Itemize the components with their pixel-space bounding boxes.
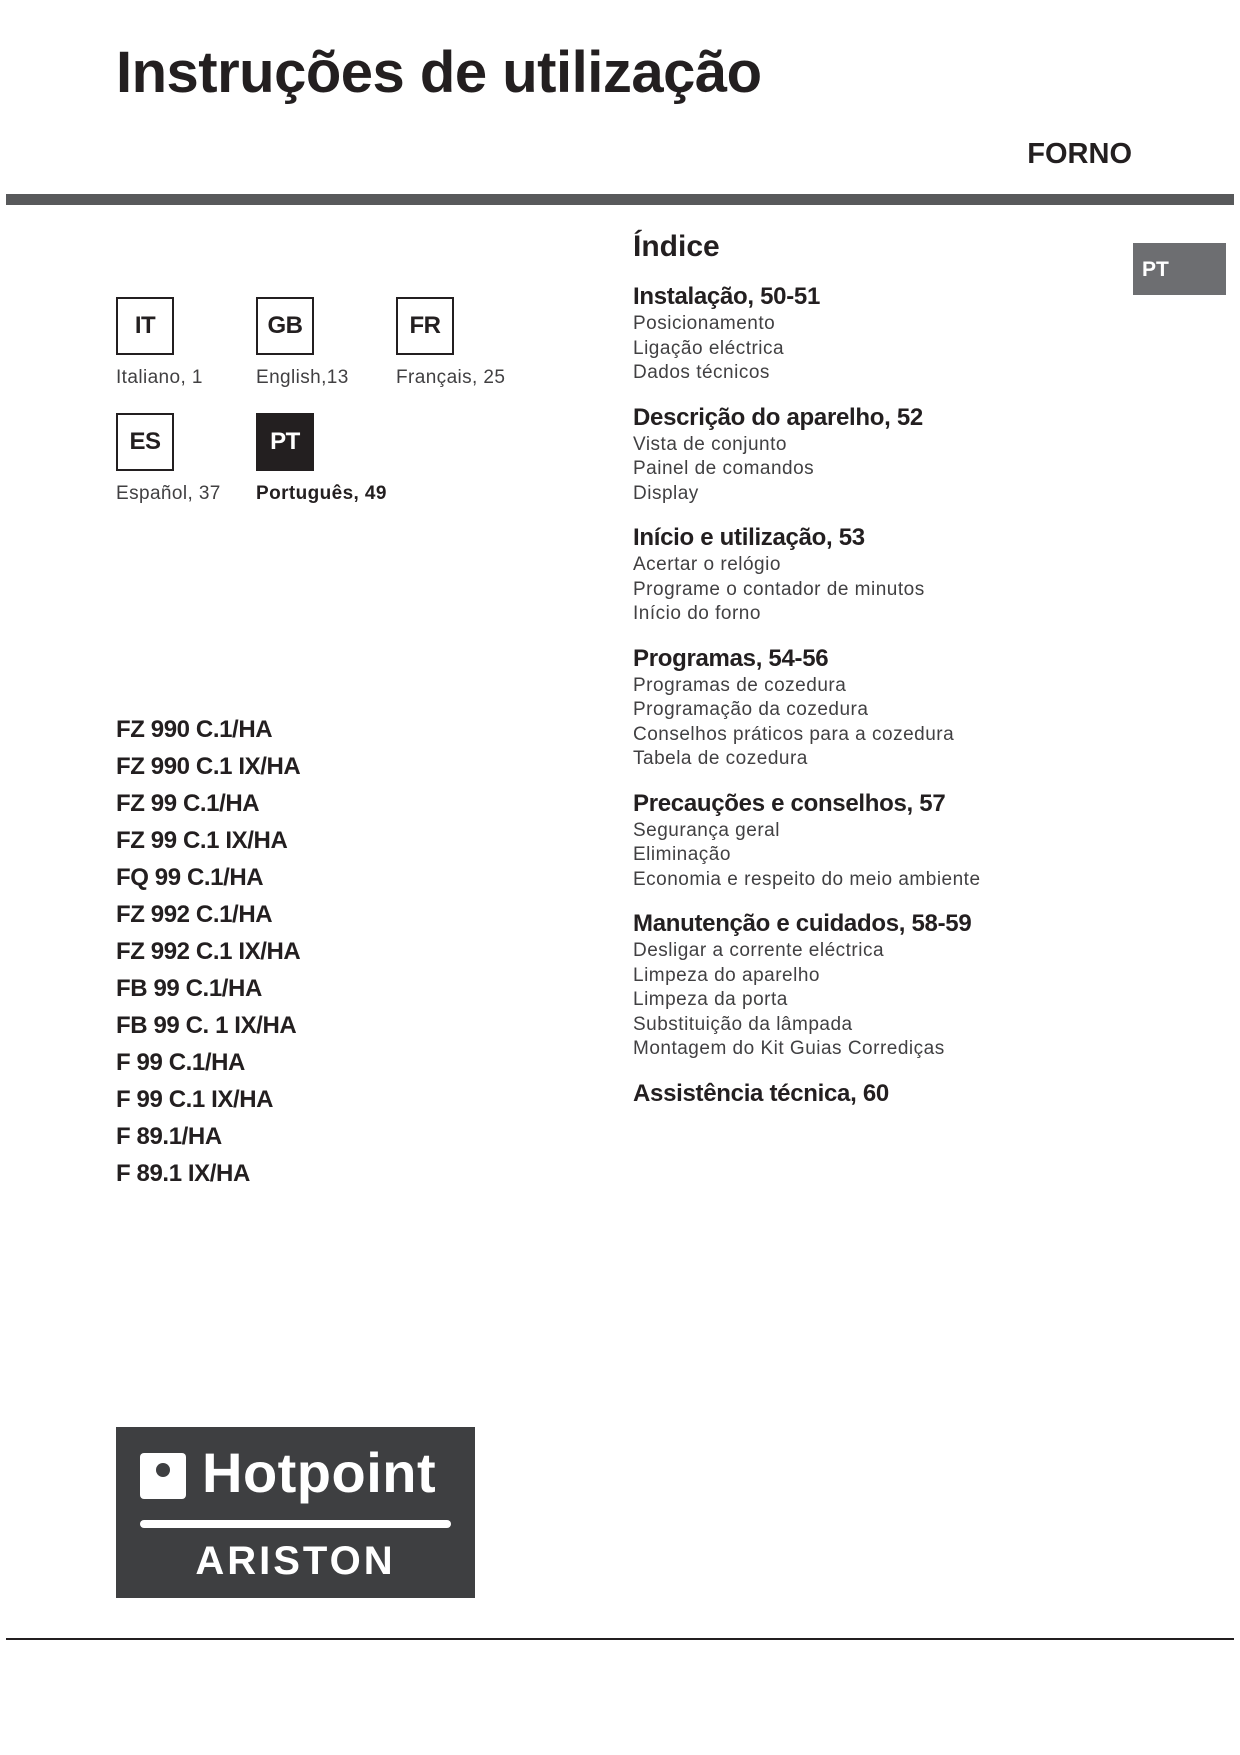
language-code-box: IT	[116, 297, 174, 355]
toc-item: Início do forno	[633, 603, 761, 624]
toc-item: Display	[633, 482, 699, 504]
toc-item: Limpeza do aparelho	[633, 964, 820, 986]
table-of-contents	[633, 232, 1113, 1126]
product-type: FORNO	[1027, 138, 1132, 170]
hotpoint-ariston-logo	[116, 1427, 475, 1598]
model-number: F 99 C.1 IX/HA	[116, 1086, 274, 1113]
model-number: FB 99 C. 1 IX/HA	[116, 1012, 297, 1039]
model-number: F 89.1/HA	[116, 1123, 222, 1150]
toc-item: Painel de comandos	[633, 458, 815, 479]
language-label: Español, 37	[116, 483, 221, 504]
model-number: FZ 992 C.1/HA	[116, 901, 273, 928]
model-number: FQ 99 C.1/HA	[116, 864, 264, 891]
logo-brand-text: Hotpoint	[202, 1441, 437, 1504]
toc-section-title: Início e utilização, 53	[633, 524, 865, 551]
toc-item: Segurança geral	[633, 819, 780, 841]
logo-sub-text: ARISTON	[195, 1539, 396, 1583]
header-divider	[6, 194, 1234, 205]
toc-section	[633, 282, 1113, 386]
toc-section	[633, 523, 1113, 627]
language-option-fr[interactable]	[396, 297, 566, 389]
toc-section	[633, 789, 1113, 893]
toc-item: Economia e respeito do meio ambiente	[633, 868, 981, 890]
toc-section	[633, 1079, 1113, 1109]
toc-item: Programas de cozedura	[633, 674, 847, 696]
toc-section-title: Precauções e conselhos, 57	[633, 789, 946, 817]
toc-item: Montagem do Kit Guias Corrediças	[633, 1038, 945, 1059]
toc-section-title: Programas, 54-56	[633, 644, 829, 672]
model-number: FZ 992 C.1 IX/HA	[116, 938, 301, 965]
toc-section	[633, 644, 1113, 772]
toc-item: Limpeza da porta	[633, 989, 788, 1010]
language-code-box: GB	[256, 297, 314, 355]
toc-item: Conselhos práticos para a cozedura	[633, 723, 955, 745]
language-side-tab: PT	[1133, 243, 1226, 295]
toc-item: Programação da cozedura	[633, 699, 869, 720]
logo-divider	[140, 1520, 451, 1528]
language-code-box: ES	[116, 413, 174, 471]
toc-section	[633, 403, 1113, 507]
model-number: F 89.1 IX/HA	[116, 1160, 250, 1187]
toc-item: Acertar o relógio	[633, 554, 781, 575]
language-label: Português, 49	[256, 483, 387, 504]
toc-section-title: Assistência técnica, 60	[633, 1079, 889, 1107]
model-list	[116, 711, 300, 1192]
language-label: Français, 25	[396, 367, 506, 388]
toc-section-title: Instalação, 50-51	[633, 283, 821, 310]
language-label: English,13	[256, 367, 349, 388]
language-option-pt[interactable]	[256, 413, 426, 505]
toc-sections	[633, 282, 1113, 1109]
toc-item: Eliminação	[633, 844, 731, 865]
toc-title: Índice	[633, 230, 720, 263]
toc-item: Ligação eléctrica	[633, 337, 785, 359]
model-number: F 99 C.1/HA	[116, 1049, 245, 1076]
model-number: FZ 990 C.1/HA	[116, 716, 273, 743]
language-code-box: PT	[256, 413, 314, 471]
toc-item: Programe o contador de minutos	[633, 578, 925, 600]
toc-section	[633, 909, 1113, 1062]
toc-item: Vista de conjunto	[633, 433, 787, 455]
model-number: FB 99 C.1/HA	[116, 975, 262, 1002]
model-number: FZ 990 C.1 IX/HA	[116, 753, 301, 780]
document-title: Instruções de utilização	[116, 40, 762, 105]
model-number: FZ 99 C.1/HA	[116, 790, 260, 817]
language-code-box: FR	[396, 297, 454, 355]
toc-item: Posicionamento	[633, 313, 776, 334]
footer-divider	[6, 1638, 1234, 1640]
toc-item: Desligar a corrente eléctrica	[633, 940, 885, 961]
toc-item: Tabela de cozedura	[633, 748, 808, 769]
model-number: FZ 99 C.1 IX/HA	[116, 827, 288, 854]
toc-section-title: Descrição do aparelho, 52	[633, 403, 923, 431]
logo-square-icon	[140, 1453, 186, 1499]
language-label: Italiano, 1	[116, 367, 203, 388]
toc-item: Dados técnicos	[633, 362, 770, 383]
toc-section-title: Manutenção e cuidados, 58-59	[633, 910, 972, 937]
toc-item: Substituição da lâmpada	[633, 1013, 853, 1035]
